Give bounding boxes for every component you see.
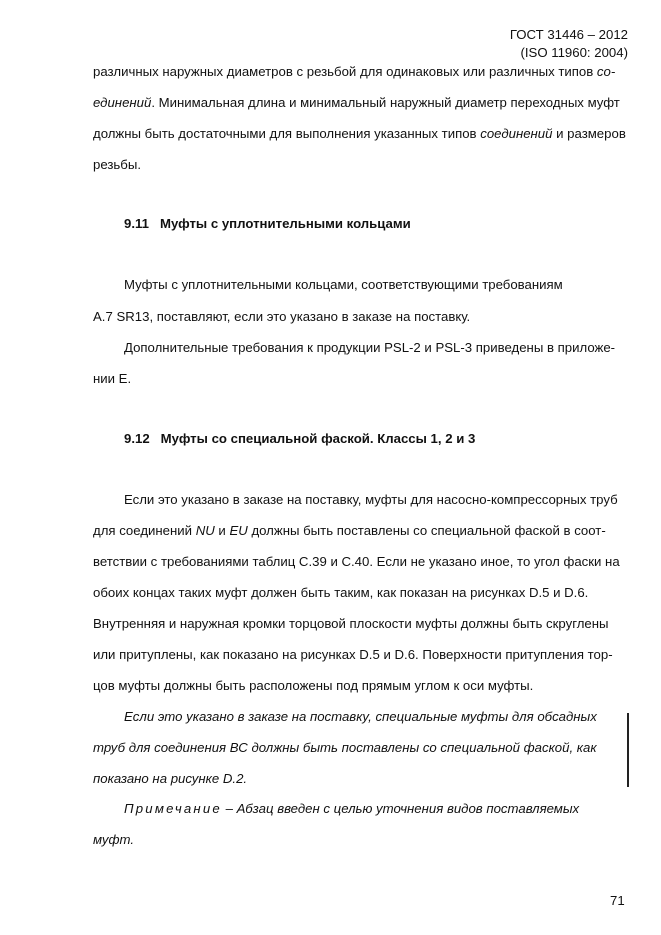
- s912-italic-line-2: труб для соединения ВС должны быть поставлены со специальной фаской, как: [93, 740, 597, 755]
- change-bar: [627, 713, 629, 787]
- s912-line-6: или притуплены, как показано на рисунках D.5 и D.6. Поверхности притупления тор-: [93, 647, 613, 662]
- s911-line-2: A.7 SR13, поставляют, если это указано в заказе на поставку.: [93, 309, 471, 324]
- s912-line-2: для соединений NU и EU должны быть поставлены со специальной фаской в соот-: [93, 523, 606, 538]
- header-iso: (ISO 11960: 2004): [520, 45, 628, 60]
- intro-line-1: различных наружных диаметров с резьбой для одинаковых или различных типов со-: [93, 64, 616, 79]
- note-line-2: муфт.: [93, 832, 135, 847]
- s912-italic-line-3: показано на рисунке D.2.: [93, 771, 248, 786]
- s911-line-1: Муфты с уплотнительными кольцами, соответствующими требованиям: [124, 277, 563, 292]
- section-9-11-heading: 9.11 Муфты с уплотнительными кольцами: [124, 216, 411, 231]
- page-number: 71: [610, 893, 625, 908]
- s912-line-4: обоих концах таких муфт должен быть таким, как показан на рисунках D.5 и D.6.: [93, 585, 589, 600]
- note-label: Примечание: [124, 801, 222, 816]
- s912-line-5: Внутренняя и наружная кромки торцовой плоскости муфты должны быть скруглены: [93, 616, 609, 631]
- s912-italic-line-1: Если это указано в заказе на поставку, специальные муфты для обсадных: [124, 709, 597, 724]
- intro-line-2: единений. Минимальная длина и минимальный наружный диаметр переходных муфт: [93, 95, 620, 110]
- s911-line-3: Дополнительные требования к продукции PSL-2 и PSL-3 приведены в приложе-: [124, 340, 616, 355]
- s912-line-3: ветствии с требованиями таблиц С.39 и С.40. Если не указано иное, то угол фаски на: [93, 554, 620, 569]
- s911-line-4: нии Е.: [93, 371, 132, 386]
- s912-line-1: Если это указано в заказе на поставку, муфты для насосно-компрессорных труб: [124, 492, 618, 507]
- s912-line-7: цов муфты должны быть расположены под прямым углом к оси муфты.: [93, 678, 534, 693]
- note-line-1: Примечание – Абзац введен с целью уточнения видов поставляемых: [124, 801, 580, 816]
- header-standard: ГОСТ 31446 – 2012: [509, 27, 628, 42]
- intro-line-4: резьбы.: [93, 157, 141, 172]
- intro-line-3: должны быть достаточными для выполнения указанных типов соединений и размеров: [93, 126, 626, 141]
- section-9-12-heading: 9.12 Муфты со специальной фаской. Классы 1, 2 и 3: [124, 431, 476, 446]
